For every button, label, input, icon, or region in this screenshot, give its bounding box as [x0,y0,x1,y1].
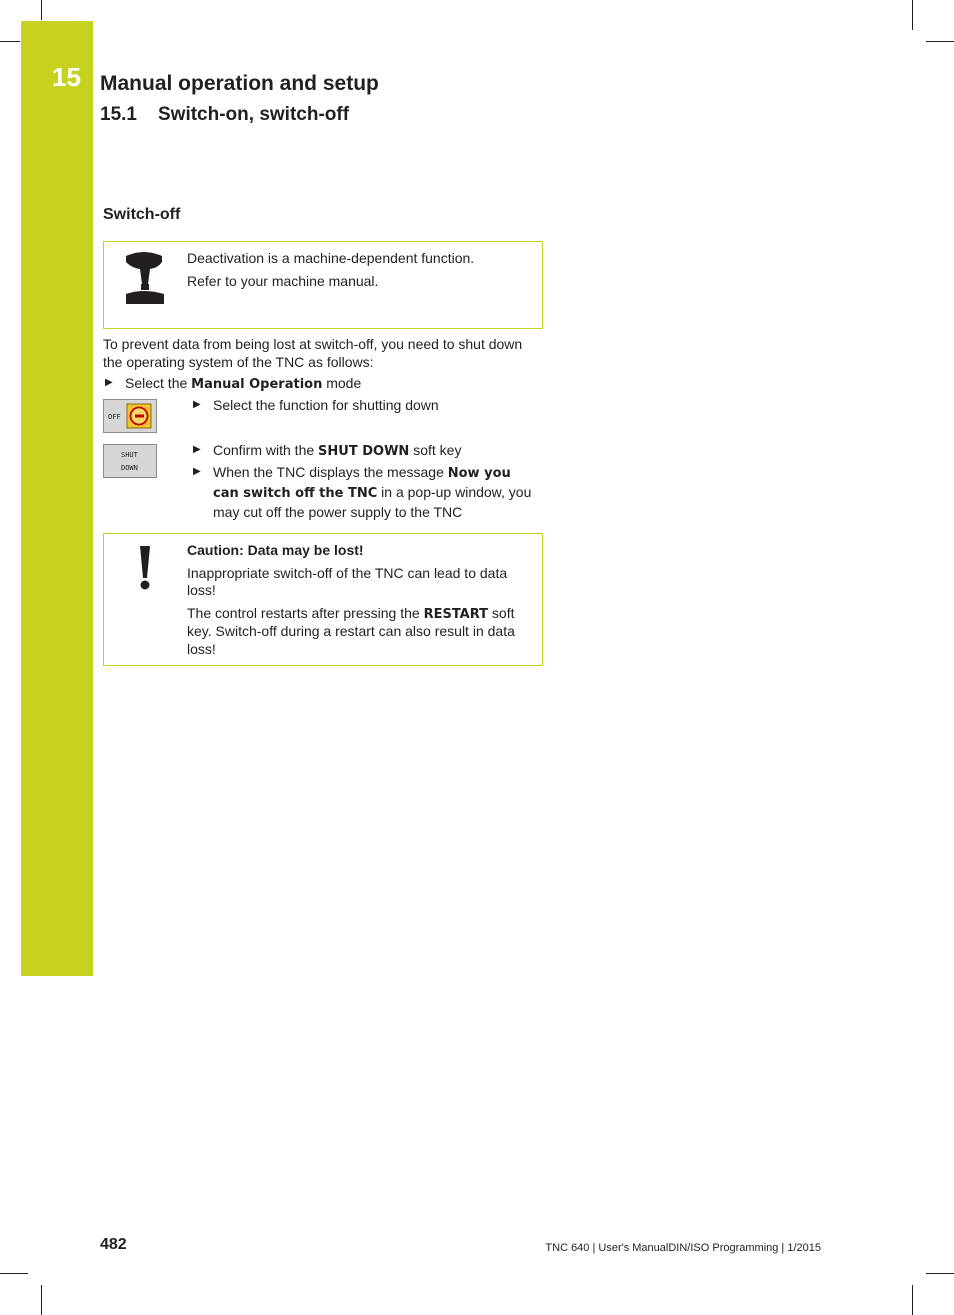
softkey-label: OFF [108,413,121,421]
crop-mark [41,0,42,20]
section-title [100,104,349,126]
crop-mark [0,1273,28,1274]
softkey-off[interactable] [103,399,157,433]
softkey-shut-down[interactable] [103,444,157,478]
section-number: 15.1 [100,104,137,125]
bullet-arrow-icon: ▶ [193,466,201,477]
step-power-off: ▶ When the TNC displays the message Now you can switch off the TNC in a pop-up window, you may cut off the power supply to the TNC [193,464,532,520]
section-name: Switch-on, switch-off [158,104,350,125]
crop-mark [926,41,954,42]
step-select-shutdown: ▶ Select the function for shutting down [193,397,439,413]
note-text: Refer to your machine manual. [187,272,379,289]
softkey-label: DOWN [121,464,138,472]
heading-switch-off: Switch-off [103,206,181,223]
chapter-number: 15 [52,62,81,92]
crop-mark [926,1273,954,1274]
exclamation-icon [104,534,186,604]
caution-text: The control restarts after pressing the RESTART soft key. Switch-off during a restart can also result in data loss! [187,604,515,657]
crop-mark [912,0,913,30]
page-number: 482 [100,1236,127,1253]
caution-title: Caution: Data may be lost! [187,542,364,558]
softkey-name: RESTART [423,606,489,622]
bullet-arrow-icon: ▶ [105,377,113,388]
crop-mark [41,1285,42,1315]
mode-name: Manual Operation [191,377,323,392]
footer-doc-info: TNC 640 | User's ManualDIN/ISO Programming | 1/2015 [545,1242,821,1254]
softkey-label: SHUT [121,451,138,459]
crop-mark [0,41,20,42]
step-select-manual-operation: ▶ Select the Manual Operation mode [105,375,362,392]
intro-paragraph: To prevent data from being lost at switch-off, you need to shut down the operating system of the TNC as follows: [103,336,523,370]
message-text: Now you can switch off the TNC [213,466,511,501]
machine-note-box [103,241,543,329]
chapter-sidebar [21,21,93,976]
crop-mark [912,1285,913,1315]
power-off-icon [126,403,152,429]
bullet-arrow-icon: ▶ [193,399,201,410]
softkey-name: SHUT DOWN [318,444,410,459]
note-text: Deactivation is a machine-dependent function. [187,250,475,266]
caution-text: Inappropriate switch-off of the TNC can lead to data loss! [187,564,508,598]
chapter-title: Manual operation and setup [100,72,379,95]
bullet-arrow-icon: ▶ [193,444,201,455]
machine-spindle-icon [104,242,186,322]
step-confirm-shutdown: ▶ Confirm with the SHUT DOWN soft key [193,442,462,459]
caution-note-box [103,533,543,666]
